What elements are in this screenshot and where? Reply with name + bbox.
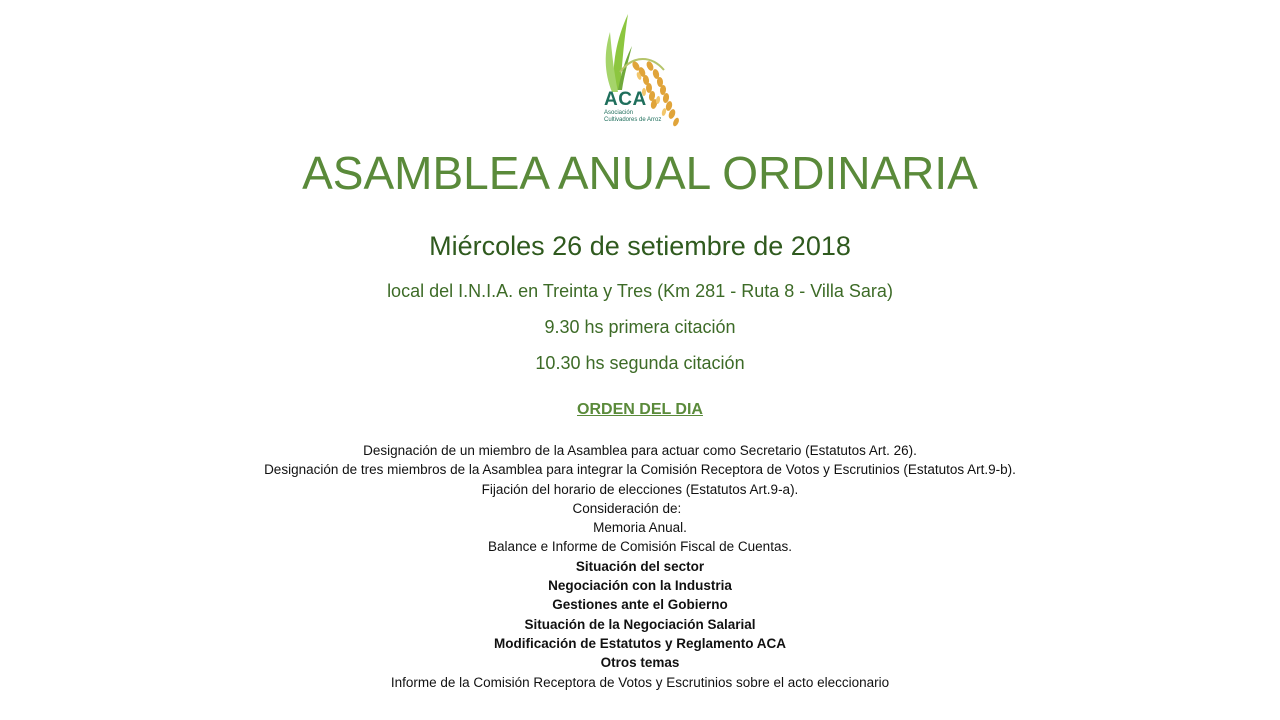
agenda-heading: ORDEN DEL DIA: [577, 401, 703, 418]
logo-subtitle: [604, 110, 661, 124]
page-title: ASAMBLEA ANUAL ORDINARIA: [302, 147, 978, 199]
agenda-item: Designación de tres miembros de la Asamblea para integrar la Comisión Receptora de Votos y Escrutinios (Estatutos Art.9-b).: [264, 462, 1016, 478]
meeting-location: local del I.N.I.A. en Treinta y Tres (Km 281 - Ruta 8 - Villa Sara): [387, 281, 893, 301]
agenda-item: Modificación de Estatutos y Reglamento ACA: [493, 635, 787, 651]
second-call-time: 10.30 hs segunda citación: [535, 353, 745, 373]
agenda-item: Designación de un miembro de la Asamblea para actuar como Secretario (Estatutos Art. 26).: [363, 443, 917, 458]
first-call-time: 9.30 hs primera citación: [544, 317, 736, 337]
agenda-item: Informe de la Comisión Receptora de Votos y Escrutinios sobre el acto eleccionario: [390, 674, 890, 690]
agenda-item: Balance e Informe de Comisión Fiscal de Cuentas.: [488, 539, 792, 555]
agenda-item: Situación de la Negociación Salarial: [524, 616, 756, 632]
agenda-item: Fijación del horario de elecciones (Estatutos Art.9-a).: [481, 481, 799, 497]
agenda-item: Memoria Anual.: [593, 520, 687, 536]
logo-subtitle-line1: Asociación: [604, 110, 634, 116]
meeting-date: Miércoles 26 de setiembre de 2018: [429, 231, 851, 261]
aca-logo: [592, 10, 692, 130]
agenda-item: Otros temas: [600, 655, 680, 671]
agenda-item: Situación del sector: [575, 558, 705, 574]
agenda-item: Consideración de:: [572, 500, 708, 516]
agenda-list: [0, 441, 1280, 692]
logo-subtitle-line2: Cultivadores de Arroz: [604, 117, 662, 123]
logo-text: ACA: [604, 89, 647, 110]
agenda-item: Gestiones ante el Gobierno: [552, 597, 728, 613]
agenda-item: Negociación con la Industria: [548, 578, 732, 594]
